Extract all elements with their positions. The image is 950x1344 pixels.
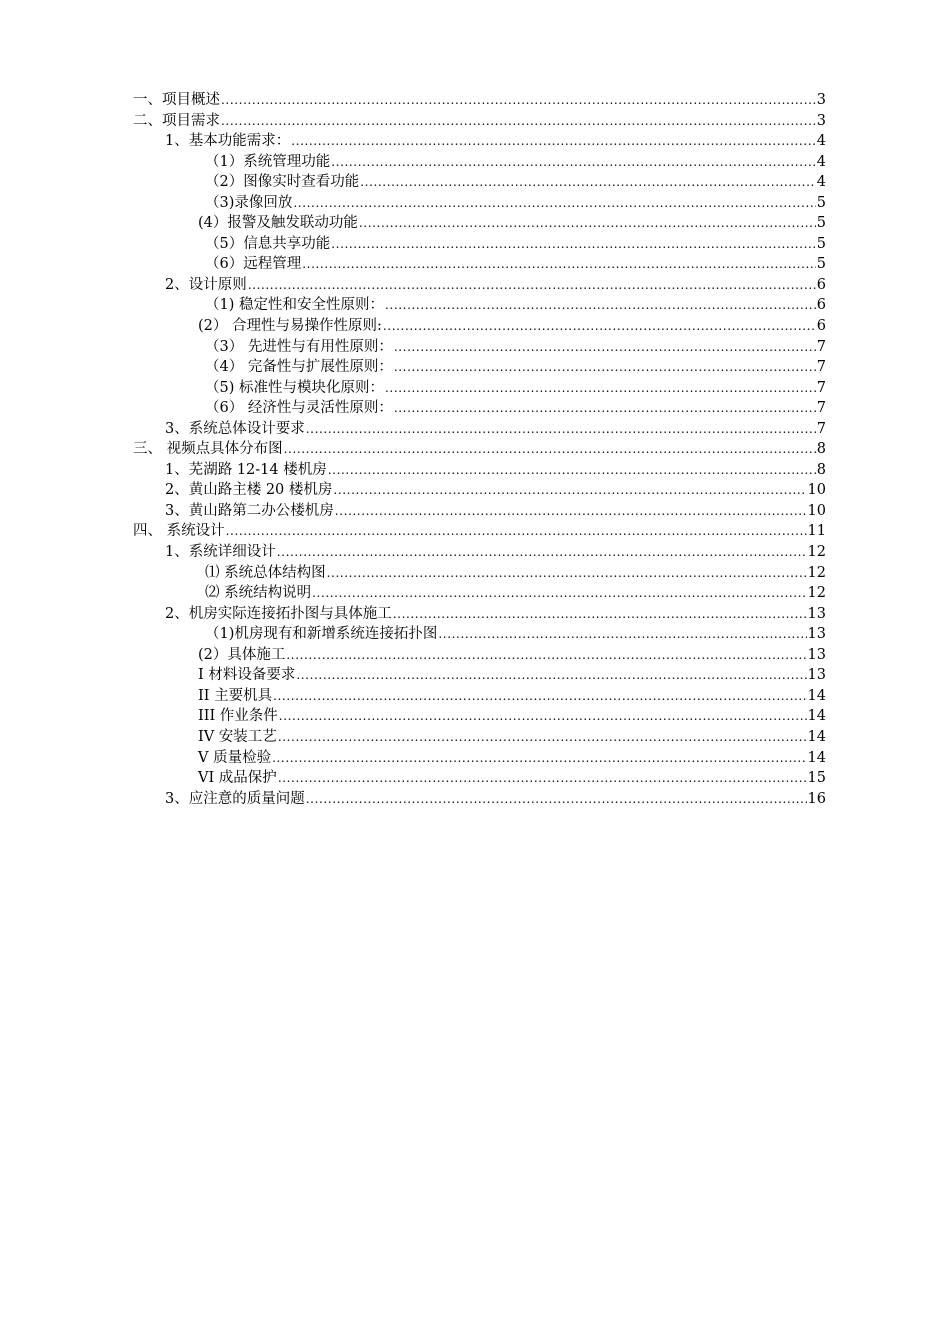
- toc-entry-page-number: 14: [807, 687, 826, 704]
- toc-entry-title: ⑴ 系统总体结构图: [205, 564, 326, 581]
- toc-entry-title: （3)录像回放: [205, 194, 293, 211]
- toc-entry-title: II 主要机具: [198, 687, 273, 704]
- toc-entry-page-number: 3: [816, 92, 826, 108]
- toc-entry-title: （5) 标准性与模块化原则：: [205, 379, 384, 396]
- toc-entry[interactable]: [0, 254, 950, 275]
- toc-entry-title: 2、机房实际连接拓扑图与具体施工: [165, 605, 392, 622]
- toc-entry[interactable]: [0, 152, 950, 173]
- toc-leader-dots: [278, 727, 807, 748]
- toc-entry-title: （1) 稳定性和安全性原则：: [205, 297, 384, 314]
- toc-leader-dots: [394, 357, 816, 378]
- toc-entry-title: （6） 经济性与灵活性原则：: [205, 400, 393, 417]
- toc-entry-page-number: 6: [816, 318, 826, 335]
- toc-entry-title: （1）系统管理功能: [205, 153, 331, 170]
- toc-entry-title: 1、芜湖路 12-14 楼机房: [165, 461, 327, 478]
- toc-entry[interactable]: [0, 439, 950, 460]
- toc-entry-page-number: 5: [816, 215, 826, 232]
- toc-leader-dots: [394, 337, 816, 358]
- toc-entry-title: III 作业条件: [198, 708, 278, 725]
- toc-leader-dots: [331, 152, 816, 173]
- toc-leader-dots: [306, 419, 816, 440]
- toc-entry-title: 四、 系统设计: [133, 523, 225, 540]
- toc-entry-page-number: 13: [807, 667, 826, 684]
- toc-entry-title: （5）信息共享功能: [205, 235, 331, 252]
- toc-entry-page-number: 4: [816, 153, 826, 170]
- toc-entry-page-number: 12: [807, 564, 826, 581]
- toc-entry-page-number: 15: [807, 770, 826, 787]
- toc-leader-dots: [221, 111, 816, 132]
- toc-entry-title: （1)机房现有和新增系统连接拓扑图: [205, 626, 438, 643]
- toc-entry-title: （3） 先进性与有用性原则：: [205, 338, 393, 355]
- toc-entry-title: (4）报警及触发联动功能: [198, 215, 358, 232]
- toc-entry[interactable]: [0, 501, 950, 522]
- toc-entry-title: （2）图像实时查看功能: [205, 174, 360, 191]
- toc-entry-page-number: 14: [807, 749, 826, 766]
- toc-entry-page-number: 10: [807, 502, 826, 519]
- toc-leader-dots: [277, 542, 807, 563]
- toc-entry[interactable]: [0, 789, 950, 810]
- toc-entry[interactable]: [0, 460, 950, 481]
- toc-entry[interactable]: [0, 768, 950, 789]
- toc-entry-page-number: 5: [816, 194, 826, 211]
- toc-entry-title: 一、项目概述: [133, 92, 220, 108]
- toc-entry[interactable]: [0, 275, 950, 296]
- toc-entry-page-number: 13: [807, 646, 826, 663]
- toc-entry[interactable]: [0, 748, 950, 769]
- toc-entry-page-number: 13: [807, 605, 826, 622]
- toc-entry-page-number: 7: [816, 359, 826, 376]
- toc-entry-title: 2、黄山路主楼 20 楼机房: [165, 482, 333, 499]
- toc-leader-dots: [272, 748, 806, 769]
- toc-entry[interactable]: [0, 645, 950, 666]
- toc-entry-title: 二、项目需求: [133, 112, 220, 129]
- toc-leader-dots: [273, 686, 806, 707]
- toc-entry-title: 3、应注意的质量问题: [165, 790, 305, 807]
- toc-entry-title: (2）具体施工: [198, 646, 286, 663]
- toc-leader-dots: [226, 521, 807, 542]
- toc-entry[interactable]: [0, 337, 950, 358]
- toc-leader-dots: [331, 234, 816, 255]
- toc-leader-dots: [286, 645, 806, 666]
- toc-entry[interactable]: [0, 604, 950, 625]
- toc-entry-title: VI 成品保护: [198, 770, 277, 787]
- toc-entry[interactable]: [0, 213, 950, 234]
- toc-entry-title: 1、系统详细设计: [165, 544, 276, 561]
- toc-entry[interactable]: [0, 234, 950, 255]
- toc-entry-page-number: 7: [816, 400, 826, 417]
- toc-leader-dots: [327, 563, 807, 584]
- toc-entry-page-number: 13: [807, 626, 826, 643]
- toc-leader-dots: [221, 90, 816, 111]
- toc-leader-dots: [394, 398, 816, 419]
- toc-entry-title: IV 安装工艺: [198, 728, 277, 745]
- toc-leader-dots: [312, 583, 806, 604]
- toc-leader-dots: [359, 213, 816, 234]
- toc-entry-title: 三、 视频点具体分布图: [133, 441, 283, 458]
- toc-leader-dots: [278, 768, 807, 789]
- toc-entry-page-number: 8: [816, 441, 826, 458]
- toc-entry[interactable]: [0, 480, 950, 501]
- toc-leader-dots: [291, 131, 816, 152]
- toc-entry[interactable]: [0, 172, 950, 193]
- toc-entry-page-number: 14: [807, 708, 826, 725]
- toc-leader-dots: [335, 501, 807, 522]
- toc-entry-title: V 质量检验: [198, 749, 272, 766]
- toc-leader-dots: [293, 193, 815, 214]
- toc-entry[interactable]: [0, 686, 950, 707]
- toc-entry-title: 1、基本功能需求：: [165, 133, 291, 150]
- toc-entry[interactable]: [0, 295, 950, 316]
- toc-entry[interactable]: [0, 90, 950, 111]
- toc-entry[interactable]: [0, 419, 950, 440]
- toc-entry-page-number: 4: [816, 133, 826, 150]
- toc-entry[interactable]: [0, 378, 950, 399]
- toc-leader-dots: [248, 275, 816, 296]
- toc-leader-dots: [296, 665, 806, 686]
- toc-entry-page-number: 5: [816, 235, 826, 252]
- toc-leader-dots: [279, 706, 807, 727]
- toc-entry-page-number: 7: [816, 379, 826, 396]
- toc-entry-page-number: 5: [816, 256, 826, 273]
- toc-leader-dots: [385, 378, 816, 399]
- toc-entry-page-number: 12: [807, 585, 826, 602]
- toc-entry[interactable]: [0, 665, 950, 686]
- toc-entry-title: 3、黄山路第二办公楼机房: [165, 502, 334, 519]
- toc-entry-title: 3、系统总体设计要求: [165, 420, 305, 437]
- toc-entry-page-number: 4: [816, 174, 826, 191]
- toc-entry-title: ⑵ 系统结构说明: [205, 585, 312, 602]
- toc-entry-title: 2、设计原则: [165, 276, 247, 293]
- toc-entry-page-number: 7: [816, 338, 826, 355]
- toc-entry[interactable]: [0, 193, 950, 214]
- toc-entry-page-number: 7: [816, 420, 826, 437]
- toc-entry-page-number: 8: [816, 461, 826, 478]
- toc-entry-page-number: 16: [807, 790, 826, 807]
- toc-leader-dots: [438, 624, 806, 645]
- toc-entry[interactable]: [0, 521, 950, 542]
- toc-entry-page-number: 12: [807, 544, 826, 561]
- toc-entry-title: (2） 合理性与易操作性原则:: [198, 318, 382, 335]
- toc-entry[interactable]: [0, 706, 950, 727]
- toc-entry[interactable]: [0, 111, 950, 132]
- toc-entry[interactable]: [0, 542, 950, 563]
- toc-entry[interactable]: [0, 131, 950, 152]
- toc-entry[interactable]: [0, 563, 950, 584]
- toc-entry[interactable]: [0, 398, 950, 419]
- toc-leader-dots: [385, 295, 816, 316]
- toc-entry-page-number: 6: [816, 297, 826, 314]
- toc-leader-dots: [360, 172, 816, 193]
- toc-leader-dots: [302, 254, 816, 275]
- toc-entry-page-number: 11: [807, 523, 826, 540]
- toc-entry-page-number: 14: [807, 728, 826, 745]
- toc-leader-dots: [393, 604, 807, 625]
- toc-entry-page-number: 10: [807, 482, 826, 499]
- toc-entry-title: （6）远程管理: [205, 256, 302, 273]
- toc-leader-dots: [328, 460, 816, 481]
- toc-entry[interactable]: [0, 583, 950, 604]
- table-of-contents: [0, 90, 950, 809]
- toc-entry-page-number: 3: [816, 112, 826, 129]
- toc-leader-dots: [306, 789, 807, 810]
- toc-leader-dots: [383, 316, 816, 337]
- toc-entry-page-number: 6: [816, 276, 826, 293]
- toc-entry[interactable]: [0, 624, 950, 645]
- toc-leader-dots: [333, 480, 806, 501]
- toc-entry[interactable]: [0, 727, 950, 748]
- toc-leader-dots: [284, 439, 816, 460]
- toc-entry-title: I 材料设备要求: [198, 667, 296, 684]
- toc-entry-title: （4） 完备性与扩展性原则：: [205, 359, 393, 376]
- toc-entry[interactable]: [0, 316, 950, 337]
- toc-entry[interactable]: [0, 357, 950, 378]
